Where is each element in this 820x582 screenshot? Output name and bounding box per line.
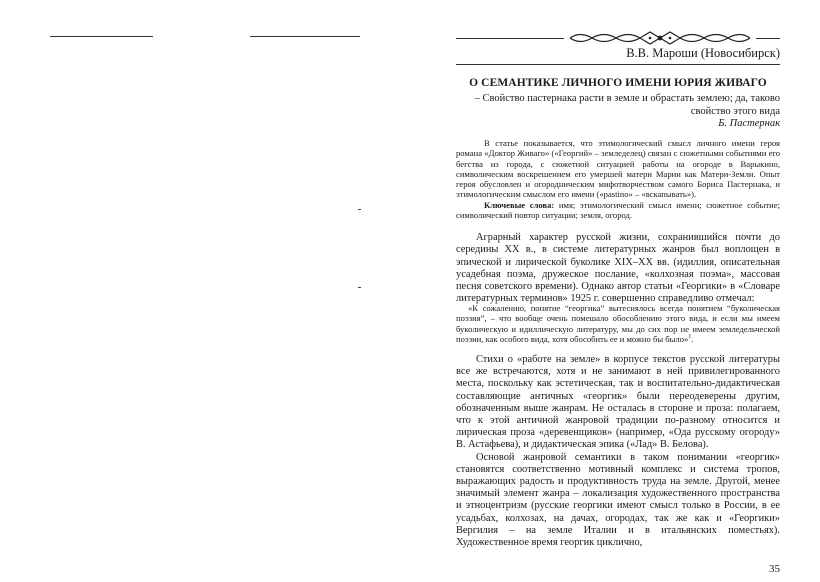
quote-paragraph: «К сожалению, понятие “георгика” вытеснялось всегда понятием “буколическая поэзия”, – что вообще очень помешало обособлению этого вида, и если мы имеем буколическую и идиллическую литературу, мы до сих пор не имеем земледельческой поэзии, как особого вида, хотя обособить ее и можно бы было»$^1$. [456,303,780,345]
left-page-mark-1 [358,209,361,210]
left-page-rule-1 [50,36,153,37]
article-title: О СЕМАНТИКЕ ЛИЧНОГО ИМЕНИ ЮРИЯ ЖИВАГО [469,77,767,89]
left-page-rule-2 [250,36,360,37]
epigraph [470,93,780,131]
left-page-mark-2 [358,287,361,288]
block-quote [456,303,780,345]
abstract-text: В статье показывается, что этимологический смысл личного имени героя романа «Доктор Живаго» («Георгий» – земледелец) связан с сюжетными событиями его бегства из города, с сюжетной ситуацией работы на огороде в Варыкино, символическим воскрешением его умершей матери Марии как Матери-Земли. Опыт героя обусловлен и огородническим мифотворчеством самого Бориса Пастернака, и этимологическим смыслом его имени («pastino» – «вскапывать»). [456,138,780,200]
keywords-label: Ключевые слова: [484,199,555,210]
epigraph-line-2: свойство этого вида [690,105,780,117]
running-header-author: В.В. Мароши (Новосибирск) [626,46,780,60]
body-section-2 [456,354,780,549]
keywords-text: имя; этимологический смысл имени; сюжетное событие; символический повтор ситуации; земля, огород. [456,199,780,221]
header-underline [456,64,780,65]
epigraph-line-1: – Свойство пастернака расти в земле и обрастать землею; да, таково [474,93,780,104]
paragraph-2: Стихи о «работе на земле» в корпусе текстов русской литературы все же встречаются, хотя и не занимают в ней привилегированного места, поскольку как эстетическая, так и воспитательно-дидактическая составляющие античных «георгик» были переодеверены другим, обозначенным выше жанрам. Не осталась в стороне и проза: полагаем, что к этой античной жанровой традиции по-разному относится и лирическая проза «деревенщиков» (например, «Ода русскому огороду» В. Астафьева), и дидактическая эпика («Лад» В. Белова). [456,354,780,451]
paragraph-3: Основой жанровой семантики в таком понимании «георгик» становятся соответственно мотивный комплекс и система тропов, выражающих радость и продуктивность труда на земле. Другой, менее значимый элемент жанра – локализация художественного пространства и этноцентризм (русские георгики имеют смысл только в России, в ее усадьбах, колхозах, на дачах, огородах, так же как и «Георгики» Вергилия – на земле Италии и в итальянских поместьях). Художественное время георгик циклично, [456,451,780,549]
body-section-1 [456,232,780,306]
header-ornament [566,30,754,46]
page-number: 35 [769,563,780,575]
header-rule-left [456,38,564,39]
quote-text: «К сожалению, понятие “георгика” вытеснялось всегда понятием “буколическая поэзия”, – что вообще очень помешало обособлению этого вида, и если мы имеем буколическую и идиллическую литературу, мы до сих пор не имеем земледельческой поэзии, как особого вида, хотя обособить ее и можно бы было» [456,303,780,345]
header-rule-right [756,38,780,39]
keywords [456,200,780,221]
paragraph-1: Аграрный характер русской жизни, сохранившийся почти до середины XX в., в системе литературных жанров был воплощен в эпической и лирической буколике XIX–XX вв. (идиллия, описательная усадебная поэма, дружеское послание, «колхозная поэма», массовая песня советского времени). Однако автор статьи «Георгики» в «Словаре литературных терминов» 1925 г. совершенно справедливо отмечал: [456,232,780,305]
footnote-marker: 1 [688,334,692,341]
epigraph-author: Б. Пастернак [718,118,780,129]
abstract [456,138,780,220]
